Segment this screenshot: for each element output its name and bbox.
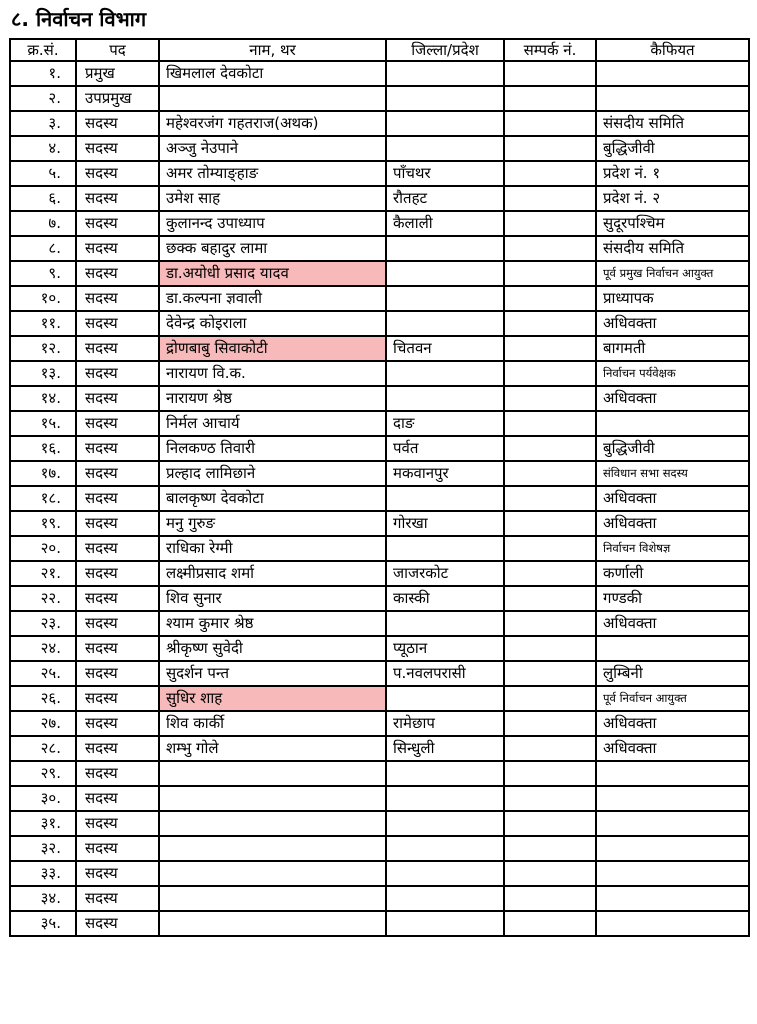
cell-position: सदस्य bbox=[76, 511, 159, 536]
cell-position: सदस्य bbox=[76, 761, 159, 786]
cell-contact bbox=[504, 711, 596, 736]
cell-remark: अधिवक्ता bbox=[596, 386, 749, 411]
cell-serial: ९. bbox=[10, 261, 76, 286]
cell-district bbox=[386, 686, 504, 711]
cell-serial: ८. bbox=[10, 236, 76, 261]
cell-remark bbox=[596, 836, 749, 861]
cell-contact bbox=[504, 86, 596, 111]
cell-position: सदस्य bbox=[76, 111, 159, 136]
cell-contact bbox=[504, 186, 596, 211]
cell-position: सदस्य bbox=[76, 136, 159, 161]
cell-name: सुधिर शाह bbox=[159, 686, 386, 711]
cell-name: निर्मल आचार्य bbox=[159, 411, 386, 436]
table-row bbox=[10, 311, 749, 336]
cell-district: प.नवलपरासी bbox=[386, 661, 504, 686]
cell-contact bbox=[504, 786, 596, 811]
cell-contact bbox=[504, 886, 596, 911]
table-row bbox=[10, 461, 749, 486]
cell-district bbox=[386, 886, 504, 911]
cell-name: नारायण वि.क. bbox=[159, 361, 386, 386]
table-row bbox=[10, 436, 749, 461]
cell-name bbox=[159, 861, 386, 886]
cell-serial: ३३. bbox=[10, 861, 76, 886]
cell-remark: निर्वाचन विशेषज्ञ bbox=[596, 536, 749, 561]
cell-district bbox=[386, 611, 504, 636]
cell-remark bbox=[596, 636, 749, 661]
cell-contact bbox=[504, 211, 596, 236]
cell-contact bbox=[504, 811, 596, 836]
cell-serial: १६. bbox=[10, 436, 76, 461]
cell-position: सदस्य bbox=[76, 886, 159, 911]
cell-name: निलकण्ठ तिवारी bbox=[159, 436, 386, 461]
cell-name bbox=[159, 886, 386, 911]
cell-position: सदस्य bbox=[76, 686, 159, 711]
cell-name: शम्भु गोले bbox=[159, 736, 386, 761]
cell-district bbox=[386, 386, 504, 411]
cell-serial: २८. bbox=[10, 736, 76, 761]
cell-position: सदस्य bbox=[76, 786, 159, 811]
cell-serial: २. bbox=[10, 86, 76, 111]
cell-district: चितवन bbox=[386, 336, 504, 361]
cell-remark: संसदीय समिति bbox=[596, 236, 749, 261]
cell-contact bbox=[504, 461, 596, 486]
cell-name bbox=[159, 786, 386, 811]
cell-district: मकवानपुर bbox=[386, 461, 504, 486]
cell-position: सदस्य bbox=[76, 461, 159, 486]
cell-position: सदस्य bbox=[76, 861, 159, 886]
cell-serial: १०. bbox=[10, 286, 76, 311]
table-row bbox=[10, 911, 749, 936]
cell-position: सदस्य bbox=[76, 636, 159, 661]
table-row bbox=[10, 661, 749, 686]
cell-position: सदस्य bbox=[76, 811, 159, 836]
cell-contact bbox=[504, 136, 596, 161]
cell-serial: ३४. bbox=[10, 886, 76, 911]
cell-district: दाङ bbox=[386, 411, 504, 436]
cell-position: सदस्य bbox=[76, 411, 159, 436]
cell-contact bbox=[504, 286, 596, 311]
cell-position: सदस्य bbox=[76, 586, 159, 611]
table-row bbox=[10, 186, 749, 211]
table-row bbox=[10, 111, 749, 136]
cell-district bbox=[386, 811, 504, 836]
cell-position: सदस्य bbox=[76, 661, 159, 686]
cell-district: रौतहट bbox=[386, 186, 504, 211]
cell-contact bbox=[504, 161, 596, 186]
cell-district: पाँचथर bbox=[386, 161, 504, 186]
cell-serial: २३. bbox=[10, 611, 76, 636]
cell-name: डा.कल्पना ज्ञवाली bbox=[159, 286, 386, 311]
cell-remark bbox=[596, 86, 749, 111]
cell-position: सदस्य bbox=[76, 236, 159, 261]
table-row bbox=[10, 486, 749, 511]
cell-position: सदस्य bbox=[76, 211, 159, 236]
cell-position: सदस्य bbox=[76, 436, 159, 461]
cell-position: सदस्य bbox=[76, 261, 159, 286]
cell-serial: १५. bbox=[10, 411, 76, 436]
cell-remark: अधिवक्ता bbox=[596, 711, 749, 736]
cell-position: सदस्य bbox=[76, 711, 159, 736]
header-row bbox=[10, 39, 749, 61]
cell-position: उपप्रमुख bbox=[76, 86, 159, 111]
cell-position: सदस्य bbox=[76, 286, 159, 311]
cell-contact bbox=[504, 736, 596, 761]
cell-position: प्रमुख bbox=[76, 61, 159, 86]
cell-remark bbox=[596, 861, 749, 886]
cell-name: खिमलाल देवकोटा bbox=[159, 61, 386, 86]
cell-position: सदस्य bbox=[76, 486, 159, 511]
cell-serial: २१. bbox=[10, 561, 76, 586]
cell-position: सदस्य bbox=[76, 611, 159, 636]
header-name: नाम, थर bbox=[159, 39, 386, 61]
cell-remark: अधिवक्ता bbox=[596, 736, 749, 761]
table-row bbox=[10, 411, 749, 436]
cell-remark bbox=[596, 411, 749, 436]
cell-serial: ११. bbox=[10, 311, 76, 336]
cell-district bbox=[386, 786, 504, 811]
table-body bbox=[10, 61, 749, 936]
cell-contact bbox=[504, 261, 596, 286]
page-title: ८. निर्वाचन विभाग bbox=[11, 7, 147, 31]
cell-name: सुदर्शन पन्त bbox=[159, 661, 386, 686]
cell-name: छक्क बहादुर लामा bbox=[159, 236, 386, 261]
cell-name bbox=[159, 761, 386, 786]
cell-name: नारायण श्रेष्ठ bbox=[159, 386, 386, 411]
cell-remark: कर्णाली bbox=[596, 561, 749, 586]
cell-name bbox=[159, 811, 386, 836]
cell-name: देवेन्द्र कोइराला bbox=[159, 311, 386, 336]
cell-serial: ५. bbox=[10, 161, 76, 186]
cell-serial: ३. bbox=[10, 111, 76, 136]
cell-position: सदस्य bbox=[76, 186, 159, 211]
table-row bbox=[10, 836, 749, 861]
cell-serial: ४. bbox=[10, 136, 76, 161]
cell-remark bbox=[596, 61, 749, 86]
cell-contact bbox=[504, 561, 596, 586]
cell-district bbox=[386, 111, 504, 136]
cell-name: राधिका रेग्मी bbox=[159, 536, 386, 561]
cell-name bbox=[159, 86, 386, 111]
cell-district bbox=[386, 61, 504, 86]
cell-district bbox=[386, 861, 504, 886]
table-row bbox=[10, 611, 749, 636]
table-row bbox=[10, 761, 749, 786]
cell-district bbox=[386, 761, 504, 786]
cell-serial: १२. bbox=[10, 336, 76, 361]
table-row bbox=[10, 236, 749, 261]
cell-district bbox=[386, 286, 504, 311]
table-row bbox=[10, 561, 749, 586]
cell-position: सदस्य bbox=[76, 161, 159, 186]
cell-contact bbox=[504, 386, 596, 411]
cell-district: रामेछाप bbox=[386, 711, 504, 736]
cell-district: पर्वत bbox=[386, 436, 504, 461]
cell-district: प्यूठान bbox=[386, 636, 504, 661]
cell-contact bbox=[504, 611, 596, 636]
cell-district: कास्की bbox=[386, 586, 504, 611]
table-row bbox=[10, 86, 749, 111]
cell-contact bbox=[504, 361, 596, 386]
cell-district bbox=[386, 911, 504, 936]
cell-contact bbox=[504, 636, 596, 661]
cell-contact bbox=[504, 511, 596, 536]
cell-serial: २६. bbox=[10, 686, 76, 711]
table-row bbox=[10, 636, 749, 661]
cell-remark bbox=[596, 911, 749, 936]
cell-name: शिव कार्की bbox=[159, 711, 386, 736]
cell-serial: २२. bbox=[10, 586, 76, 611]
cell-remark: गण्डकी bbox=[596, 586, 749, 611]
cell-serial: १९. bbox=[10, 511, 76, 536]
cell-district bbox=[386, 236, 504, 261]
cell-serial: १७. bbox=[10, 461, 76, 486]
table-row bbox=[10, 511, 749, 536]
table-row bbox=[10, 711, 749, 736]
cell-district bbox=[386, 311, 504, 336]
cell-remark: संविधान सभा सदस्य bbox=[596, 461, 749, 486]
table-row bbox=[10, 861, 749, 886]
cell-name bbox=[159, 911, 386, 936]
cell-remark: बागमती bbox=[596, 336, 749, 361]
cell-remark: सुदूरपश्चिम bbox=[596, 211, 749, 236]
table-row bbox=[10, 686, 749, 711]
cell-contact bbox=[504, 411, 596, 436]
cell-remark: लुम्बिनी bbox=[596, 661, 749, 686]
cell-contact bbox=[504, 761, 596, 786]
cell-position: सदस्य bbox=[76, 836, 159, 861]
cell-district bbox=[386, 536, 504, 561]
cell-remark: प्राध्यापक bbox=[596, 286, 749, 311]
cell-position: सदस्य bbox=[76, 386, 159, 411]
cell-name: श्याम कुमार श्रेष्ठ bbox=[159, 611, 386, 636]
table-row bbox=[10, 161, 749, 186]
cell-contact bbox=[504, 436, 596, 461]
cell-name: अञ्जु नेउपाने bbox=[159, 136, 386, 161]
cell-position: सदस्य bbox=[76, 911, 159, 936]
cell-contact bbox=[504, 911, 596, 936]
cell-contact bbox=[504, 586, 596, 611]
table-row bbox=[10, 886, 749, 911]
header-serial: क्र.सं. bbox=[10, 39, 76, 61]
cell-contact bbox=[504, 486, 596, 511]
cell-position: सदस्य bbox=[76, 536, 159, 561]
cell-serial: २९. bbox=[10, 761, 76, 786]
cell-district: गोरखा bbox=[386, 511, 504, 536]
cell-contact bbox=[504, 61, 596, 86]
cell-remark bbox=[596, 886, 749, 911]
cell-position: सदस्य bbox=[76, 736, 159, 761]
table-row bbox=[10, 261, 749, 286]
cell-serial: २७. bbox=[10, 711, 76, 736]
table-header bbox=[10, 39, 749, 61]
cell-remark bbox=[596, 811, 749, 836]
cell-remark: संसदीय समिति bbox=[596, 111, 749, 136]
cell-position: सदस्य bbox=[76, 561, 159, 586]
cell-contact bbox=[504, 836, 596, 861]
cell-serial: ३५. bbox=[10, 911, 76, 936]
cell-remark: अधिवक्ता bbox=[596, 311, 749, 336]
cell-name: लक्ष्मीप्रसाद शर्मा bbox=[159, 561, 386, 586]
cell-district: जाजरकोट bbox=[386, 561, 504, 586]
table-row bbox=[10, 736, 749, 761]
cell-district bbox=[386, 361, 504, 386]
cell-serial: १४. bbox=[10, 386, 76, 411]
cell-position: सदस्य bbox=[76, 361, 159, 386]
table-row bbox=[10, 786, 749, 811]
cell-contact bbox=[504, 861, 596, 886]
cell-remark: प्रदेश नं. १ bbox=[596, 161, 749, 186]
cell-serial: २४. bbox=[10, 636, 76, 661]
cell-position: सदस्य bbox=[76, 336, 159, 361]
cell-serial: ७. bbox=[10, 211, 76, 236]
header-position: पद bbox=[76, 39, 159, 61]
cell-contact bbox=[504, 336, 596, 361]
cell-name bbox=[159, 836, 386, 861]
cell-serial: २०. bbox=[10, 536, 76, 561]
cell-district: कैलाली bbox=[386, 211, 504, 236]
cell-serial: ३२. bbox=[10, 836, 76, 861]
header-contact: सम्पर्क नं. bbox=[504, 39, 596, 61]
cell-contact bbox=[504, 236, 596, 261]
cell-remark: पूर्व प्रमुख निर्वाचन आयुक्त bbox=[596, 261, 749, 286]
table-row bbox=[10, 286, 749, 311]
cell-remark bbox=[596, 761, 749, 786]
cell-contact bbox=[504, 111, 596, 136]
cell-name: महेश्वरजंग गहतराज(अथक) bbox=[159, 111, 386, 136]
cell-serial: ३१. bbox=[10, 811, 76, 836]
cell-remark: प्रदेश नं. २ bbox=[596, 186, 749, 211]
cell-name: अमर तोम्याङ्हाङ bbox=[159, 161, 386, 186]
cell-name: बालकृष्ण देवकोटा bbox=[159, 486, 386, 511]
cell-serial: १३. bbox=[10, 361, 76, 386]
table-row bbox=[10, 61, 749, 86]
table-row bbox=[10, 136, 749, 161]
cell-contact bbox=[504, 311, 596, 336]
cell-contact bbox=[504, 686, 596, 711]
cell-remark: बुद्धिजीवी bbox=[596, 436, 749, 461]
cell-district bbox=[386, 86, 504, 111]
cell-serial: ६. bbox=[10, 186, 76, 211]
cell-district bbox=[386, 261, 504, 286]
cell-remark: बुद्धिजीवी bbox=[596, 136, 749, 161]
cell-contact bbox=[504, 536, 596, 561]
header-district: जिल्ला/प्रदेश bbox=[386, 39, 504, 61]
table-row bbox=[10, 336, 749, 361]
cell-serial: ३०. bbox=[10, 786, 76, 811]
cell-name: शिव सुनार bbox=[159, 586, 386, 611]
cell-remark bbox=[596, 786, 749, 811]
cell-name: डा.अयोधी प्रसाद यादव bbox=[159, 261, 386, 286]
cell-name: द्रोणबाबु सिवाकोटी bbox=[159, 336, 386, 361]
cell-serial: २५. bbox=[10, 661, 76, 686]
cell-district bbox=[386, 836, 504, 861]
cell-position: सदस्य bbox=[76, 311, 159, 336]
table-row bbox=[10, 536, 749, 561]
cell-name: उमेश साह bbox=[159, 186, 386, 211]
cell-district bbox=[386, 136, 504, 161]
cell-district: सिन्धुली bbox=[386, 736, 504, 761]
cell-contact bbox=[504, 661, 596, 686]
cell-remark: निर्वाचन पर्यवेक्षक bbox=[596, 361, 749, 386]
cell-name: श्रीकृष्ण सुवेदी bbox=[159, 636, 386, 661]
cell-remark: अधिवक्ता bbox=[596, 486, 749, 511]
cell-name: मनु गुरुङ bbox=[159, 511, 386, 536]
cell-name: प्रल्हाद लामिछाने bbox=[159, 461, 386, 486]
cell-serial: १. bbox=[10, 61, 76, 86]
cell-serial: १८. bbox=[10, 486, 76, 511]
table-row bbox=[10, 386, 749, 411]
table-row bbox=[10, 211, 749, 236]
header-remark: कैफियत bbox=[596, 39, 749, 61]
cell-district bbox=[386, 486, 504, 511]
cell-remark: अधिवक्ता bbox=[596, 611, 749, 636]
cell-remark: अधिवक्ता bbox=[596, 511, 749, 536]
cell-name: कुलानन्द उपाध्याप bbox=[159, 211, 386, 236]
table-row bbox=[10, 811, 749, 836]
table-row bbox=[10, 586, 749, 611]
cell-remark: पूर्व निर्वाचन आयुक्त bbox=[596, 686, 749, 711]
table-row bbox=[10, 361, 749, 386]
members-table bbox=[9, 38, 750, 937]
